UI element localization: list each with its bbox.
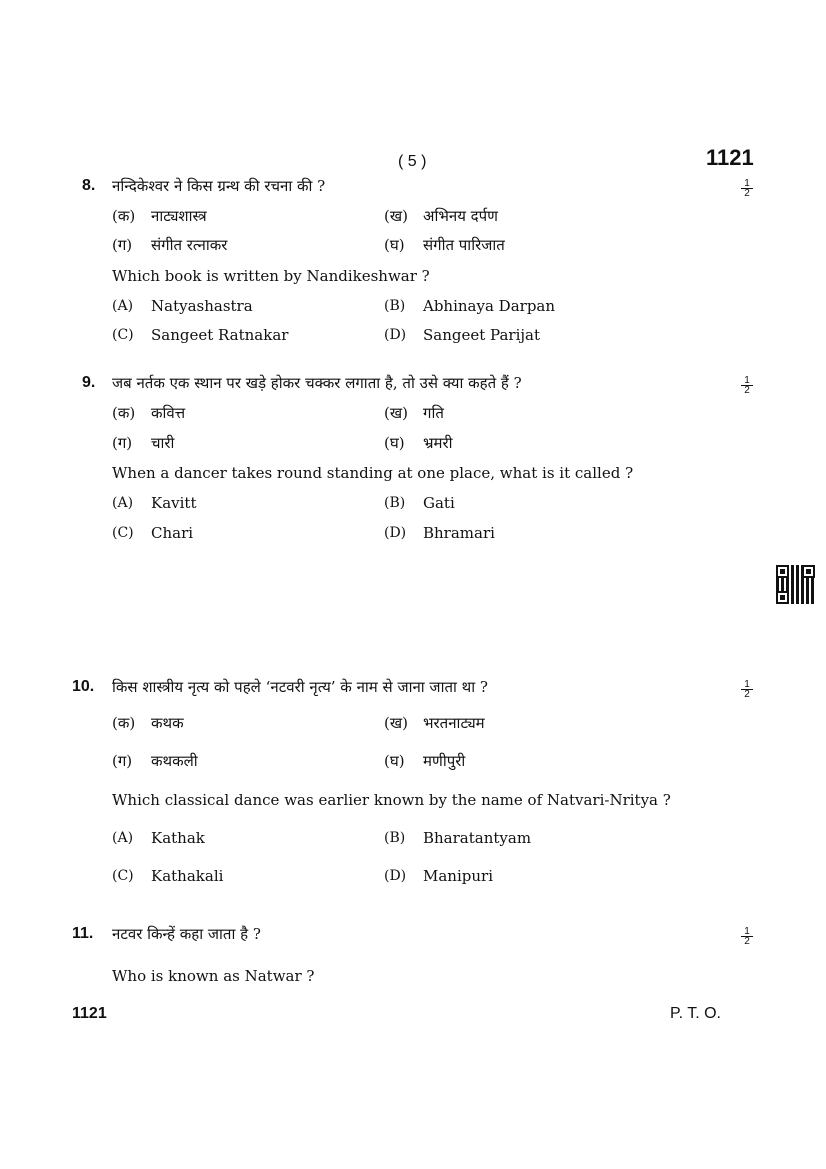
pto-label: P. T. O. [670, 1005, 721, 1022]
question-text-hindi: किस शास्त्रीय नृत्य को पहले ‘नटवरी नृत्य’ के नाम से जाना जाता था ? [112, 678, 488, 696]
footer-paper-code: 1121 [72, 1005, 107, 1022]
option-label-english: (C) [112, 327, 134, 343]
option-label-hindi: (ख) [384, 207, 408, 225]
option-text-english: Sangeet Ratnakar [151, 326, 289, 344]
option-text-hindi: भ्रमरी [423, 434, 453, 452]
option-text-hindi: संगीत रत्नाकर [151, 236, 228, 254]
option-text-hindi: कथकली [151, 752, 198, 770]
option-text-hindi: कथक [151, 714, 184, 732]
option-label-english: (D) [384, 525, 407, 541]
option-label-english: (C) [112, 868, 134, 884]
option-text-english: Chari [151, 524, 194, 542]
option-label-hindi: (ख) [384, 404, 408, 422]
paper-code: 1121 [706, 145, 754, 170]
option-text-english: Bhramari [423, 524, 495, 542]
marks-denominator: 2 [744, 936, 750, 947]
marks-half [741, 179, 753, 198]
question-text-english: Which book is written by Nandikeshwar ? [112, 267, 430, 285]
page-number: ( 5 ) [398, 153, 427, 170]
option-text-hindi: संगीत पारिजात [423, 236, 505, 254]
question-text-hindi: नटवर किन्हें कहा जाता है ? [112, 925, 261, 943]
marks-numerator: 1 [741, 179, 753, 189]
question-number: 10. [72, 678, 95, 695]
option-label-hindi: (ग) [112, 434, 133, 452]
question-number: 8. [82, 177, 96, 194]
option-label-hindi: (क) [112, 207, 136, 225]
option-label-hindi: (क) [112, 404, 136, 422]
option-label-english: (A) [112, 298, 134, 314]
marks-half [741, 927, 753, 946]
option-label-hindi: (ग) [112, 236, 133, 254]
option-text-english: Kathak [151, 829, 205, 847]
option-text-english: Abhinaya Darpan [423, 297, 556, 315]
option-label-english: (A) [112, 830, 134, 846]
question-number: 11. [72, 925, 94, 942]
option-label-english: (C) [112, 525, 134, 541]
marks-denominator: 2 [744, 385, 750, 396]
question-number: 9. [82, 374, 96, 391]
option-text-english: Kavitt [151, 494, 197, 512]
option-text-hindi: चारी [151, 434, 175, 452]
option-text-english: Manipuri [423, 867, 493, 885]
question-text-hindi: जब नर्तक एक स्थान पर खड़े होकर चक्कर लगाता है, तो उसे क्या कहते हैं ? [112, 374, 522, 392]
marks-half [741, 376, 753, 395]
option-label-english: (D) [384, 327, 407, 343]
option-label-hindi: (घ) [384, 752, 405, 770]
question-text-english: When a dancer takes round standing at one place, what is it called ? [112, 464, 634, 482]
option-text-hindi: मणीपुरी [423, 752, 466, 770]
marks-numerator: 1 [741, 927, 753, 937]
option-label-english: (B) [384, 830, 406, 846]
option-text-english: Kathakali [151, 867, 224, 885]
option-text-hindi: भरतनाट्यम [423, 714, 485, 732]
option-label-hindi: (ग) [112, 752, 133, 770]
question-text-english: Which classical dance was earlier known by the name of Natvari-Nritya ? [112, 791, 671, 809]
option-label-hindi: (घ) [384, 236, 405, 254]
marks-denominator: 2 [744, 188, 750, 199]
marks-half [741, 680, 753, 699]
marks-numerator: 1 [741, 376, 753, 386]
question-text-english: Who is known as Natwar ? [112, 967, 315, 985]
option-label-english: (A) [112, 495, 134, 511]
option-label-hindi: (घ) [384, 434, 405, 452]
option-label-english: (B) [384, 298, 406, 314]
qr-code [776, 565, 815, 604]
option-text-hindi: नाट्यशास्त्र [151, 207, 207, 225]
question-text-hindi: नन्दिकेश्वर ने किस ग्रन्थ की रचना की ? [112, 177, 326, 195]
option-text-hindi: अभिनय दर्पण [423, 207, 499, 225]
option-label-english: (D) [384, 868, 407, 884]
marks-numerator: 1 [741, 680, 753, 690]
option-text-hindi: कवित्त [151, 404, 186, 422]
option-text-english: Natyashastra [151, 297, 253, 315]
option-text-english: Bharatantyam [423, 829, 532, 847]
marks-denominator: 2 [744, 689, 750, 700]
option-text-english: Sangeet Parijat [423, 326, 540, 344]
option-label-english: (B) [384, 495, 406, 511]
option-text-hindi: गति [423, 404, 444, 422]
option-label-hindi: (ख) [384, 714, 408, 732]
option-text-english: Gati [423, 494, 455, 512]
option-label-hindi: (क) [112, 714, 136, 732]
